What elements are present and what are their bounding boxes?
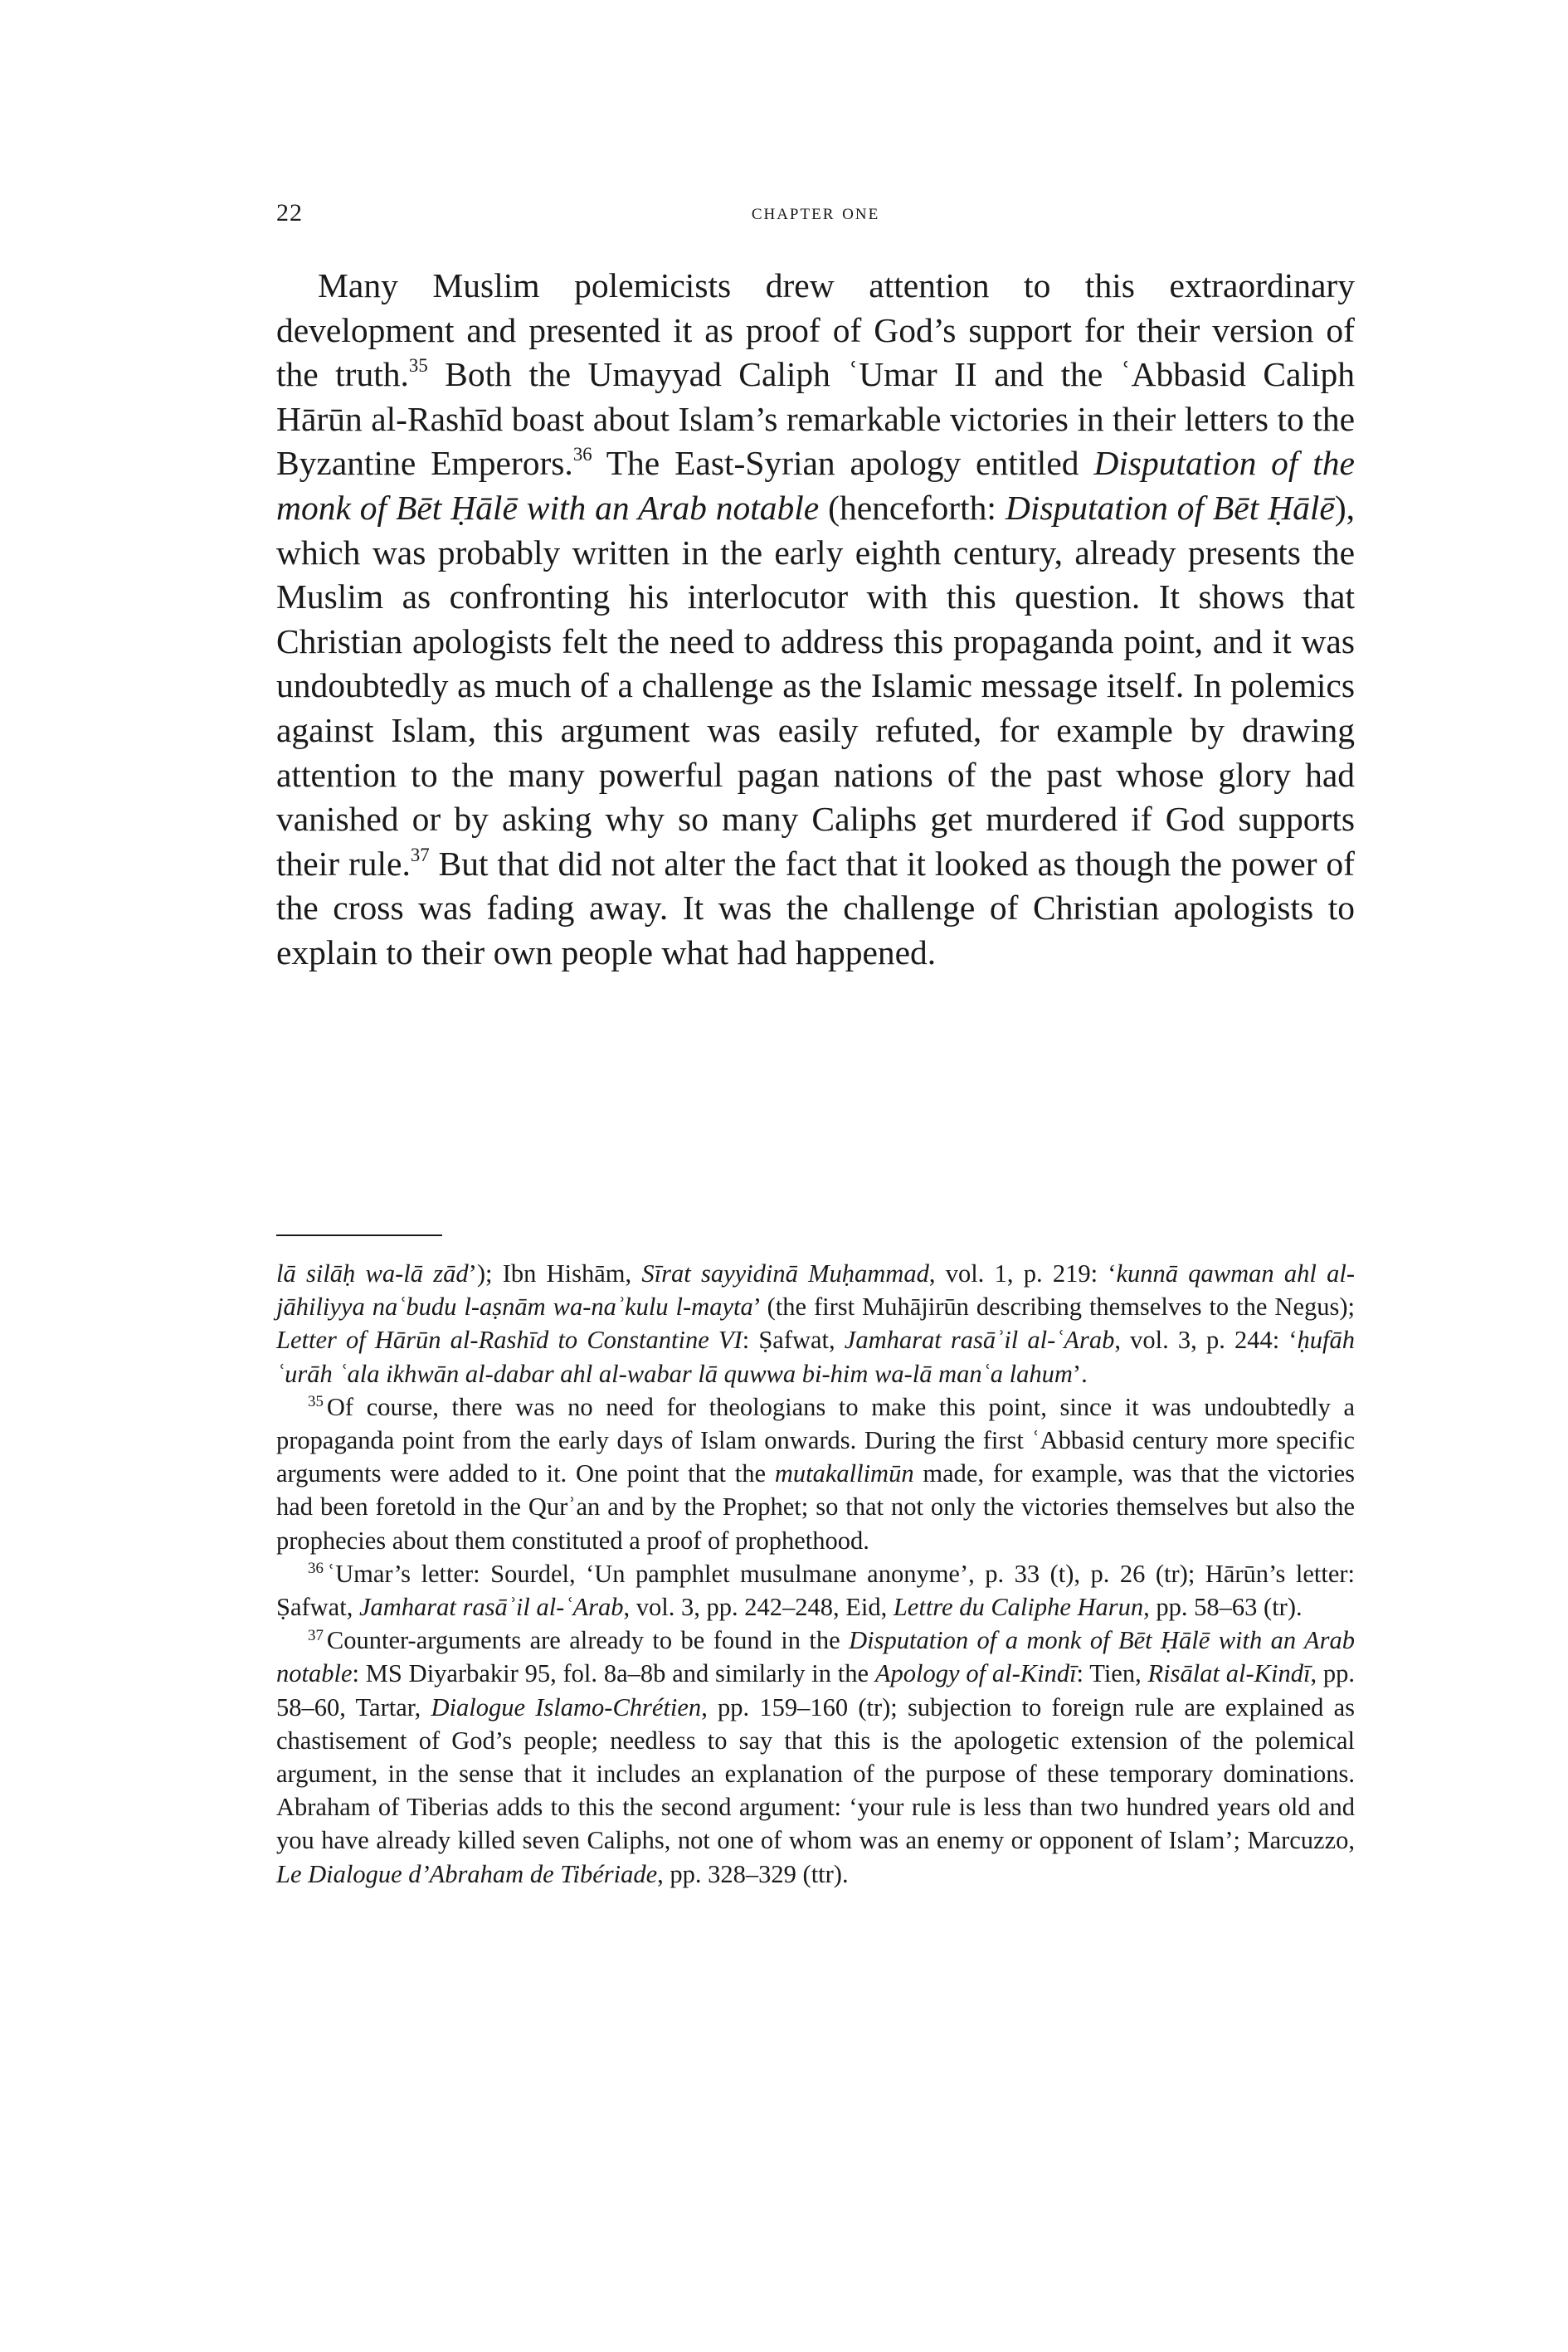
text-run: , vol. 1, p. 219: ‘ — [928, 1259, 1117, 1288]
footnote-36 — [276, 1557, 1355, 1624]
work-title: Lettre du Caliphe Harun — [893, 1593, 1144, 1622]
chapter-title: chapter one — [751, 199, 880, 224]
work-title: Jamharat rasāʾil al-ʿArab — [358, 1593, 624, 1622]
footnote-ref-36[interactable]: 36 — [572, 444, 592, 465]
text-run: The East-Syrian apology entitled — [592, 444, 1094, 483]
text-run: Counter-arguments are already to be found in the — [326, 1626, 850, 1655]
transliteration: lā silāḥ wa-lā zād — [276, 1259, 469, 1288]
text-run: ), which was probably written in the early eighth century, already presents the Muslim as confronting his interlocutor with this question. It shows that Christian apologists felt the need to address this propaganda point, and it was undoubtedly as much of a challenge as the Islamic message itself. In polemics against Islam, this argument was easily refuted, for example by drawing attention to the many powerful pagan nations of the past whose glory had vanished or by asking why so many Caliphs get murdered if God supports their rule. — [276, 488, 1356, 883]
running-head — [276, 199, 1355, 232]
footnote-ref-37[interactable]: 37 — [410, 844, 430, 865]
footnote-35 — [276, 1390, 1355, 1557]
work-title: Disputation of the monk of Bēt Ḥālē with an Arab notable — [276, 444, 1355, 527]
body-paragraph — [276, 264, 1355, 976]
transliteration: kunnā qawman ahl al-jāhiliyya naʿbudu l-aṣnām wa-naʾkulu l-mayta — [276, 1259, 1356, 1322]
text-run: ʿUmar’s letter: Sourdel, ‘Un pamphlet musulmane anonyme’, p. 33 (t), p. 26 (tr); Hārūn’s letter: Ṣafwat, — [276, 1559, 1355, 1622]
work-title: Letter of Hārūn al-Rashīd to Constantine VI — [276, 1326, 743, 1355]
text-run: ’. — [1072, 1359, 1088, 1388]
work-title: Jamharat rasāʾil al-ʿArab — [844, 1326, 1115, 1355]
footnote-number: 36 — [308, 1560, 324, 1578]
text-run: , pp. 58–60, Tartar, — [276, 1659, 1356, 1721]
text-run: , pp. 58–63 (tr). — [1143, 1593, 1303, 1622]
footnote-number: 35 — [308, 1393, 324, 1411]
main-text — [276, 264, 1355, 976]
work-title: Le Dialogue d’Abraham de Tibériade — [276, 1859, 658, 1888]
footnote-ref-35[interactable]: 35 — [408, 355, 428, 377]
footnote-number: 37 — [308, 1626, 324, 1644]
text-run: made, for example, was that the victories had been foretold in the Qurʾan and by the Prophet; so that not only the victories themselves but also the prophecies about them constituted a proof of prophethood. — [276, 1459, 1356, 1555]
transliteration: mutakallimūn — [774, 1459, 914, 1488]
work-title: Disputation of Bēt Ḥālē — [1005, 488, 1335, 527]
footnote-continuation — [276, 1257, 1355, 1390]
transliteration: ḥufāh ʿurāh ʿala ikhwān al-dabar ahl al-wabar lā quwwa bi-him wa-lā manʿa lahum — [276, 1326, 1355, 1388]
page-number: 22 — [276, 199, 303, 226]
work-title: Disputation of a monk of Bēt Ḥālē with an Arab notable — [276, 1626, 1355, 1688]
text-run: , vol. 3, pp. 242–248, Eid, — [623, 1593, 894, 1622]
footnote-37 — [276, 1624, 1355, 1891]
work-title: Dialogue Islamo-Chrétien — [431, 1692, 702, 1721]
text-run: : Ṣafwat, — [742, 1326, 845, 1355]
text-run: Of course, there was no need for theologians to make this point, since it was undoubtedly a propaganda point from the early days of Islam onwards. During the first ʿAbbasid century more specific arguments were added to it. One point that the — [276, 1392, 1355, 1488]
text-run: ’); Ibn Hishām, — [468, 1259, 642, 1288]
text-run: : MS Diyarbakir 95, fol. 8a–8b and similarly in the — [352, 1659, 875, 1688]
work-title: Apology of al-Kindī — [874, 1659, 1077, 1688]
text-run: , pp. 328–329 (ttr). — [657, 1859, 849, 1888]
work-title: Risālat al-Kindī — [1147, 1659, 1311, 1688]
text-run: , vol. 3, p. 244: ‘ — [1114, 1326, 1298, 1355]
text-run: Many Muslim polemicists drew attention to this extraordinary development and presented it as proof of God’s support for their version of the truth. — [276, 266, 1355, 394]
text-run: ’ (the first Muhājirūn describing themselves to the Negus); — [752, 1293, 1355, 1322]
text-run: , pp. 159–160 (tr); subjection to foreign rule are explained as chastisement of God’s people; needless to say that this is the apologetic extension of the polemical argument, in the sense that it includes an explanation of the purpose of these temporary dominations. Abraham of Tiberias adds to this the second argument: ‘your rule is less than two hundred years old and you have already killed seven Caliphs, not one of whom was an enemy or opponent of Islam’; Marcuzzo, — [276, 1692, 1356, 1855]
text-run: (henceforth: — [819, 488, 1006, 527]
footnotes — [276, 1257, 1355, 1891]
footnote-separator — [276, 1234, 442, 1236]
text-run: : Tien, — [1076, 1659, 1148, 1688]
work-title: Sīrat sayyidinā Muḥammad — [641, 1259, 929, 1288]
text-run: But that did not alter the fact that it looked as though the power of the cross was fading away. It was the challenge of Christian apologists to explain to their own people what had happened. — [276, 844, 1355, 971]
text-run: Both the Umayyad Caliph ʿUmar II and the ʿAbbasid Caliph Hārūn al-Rashīd boast about Islam’s remarkable victories in their letters to the Byzantine Emperors. — [276, 355, 1355, 483]
